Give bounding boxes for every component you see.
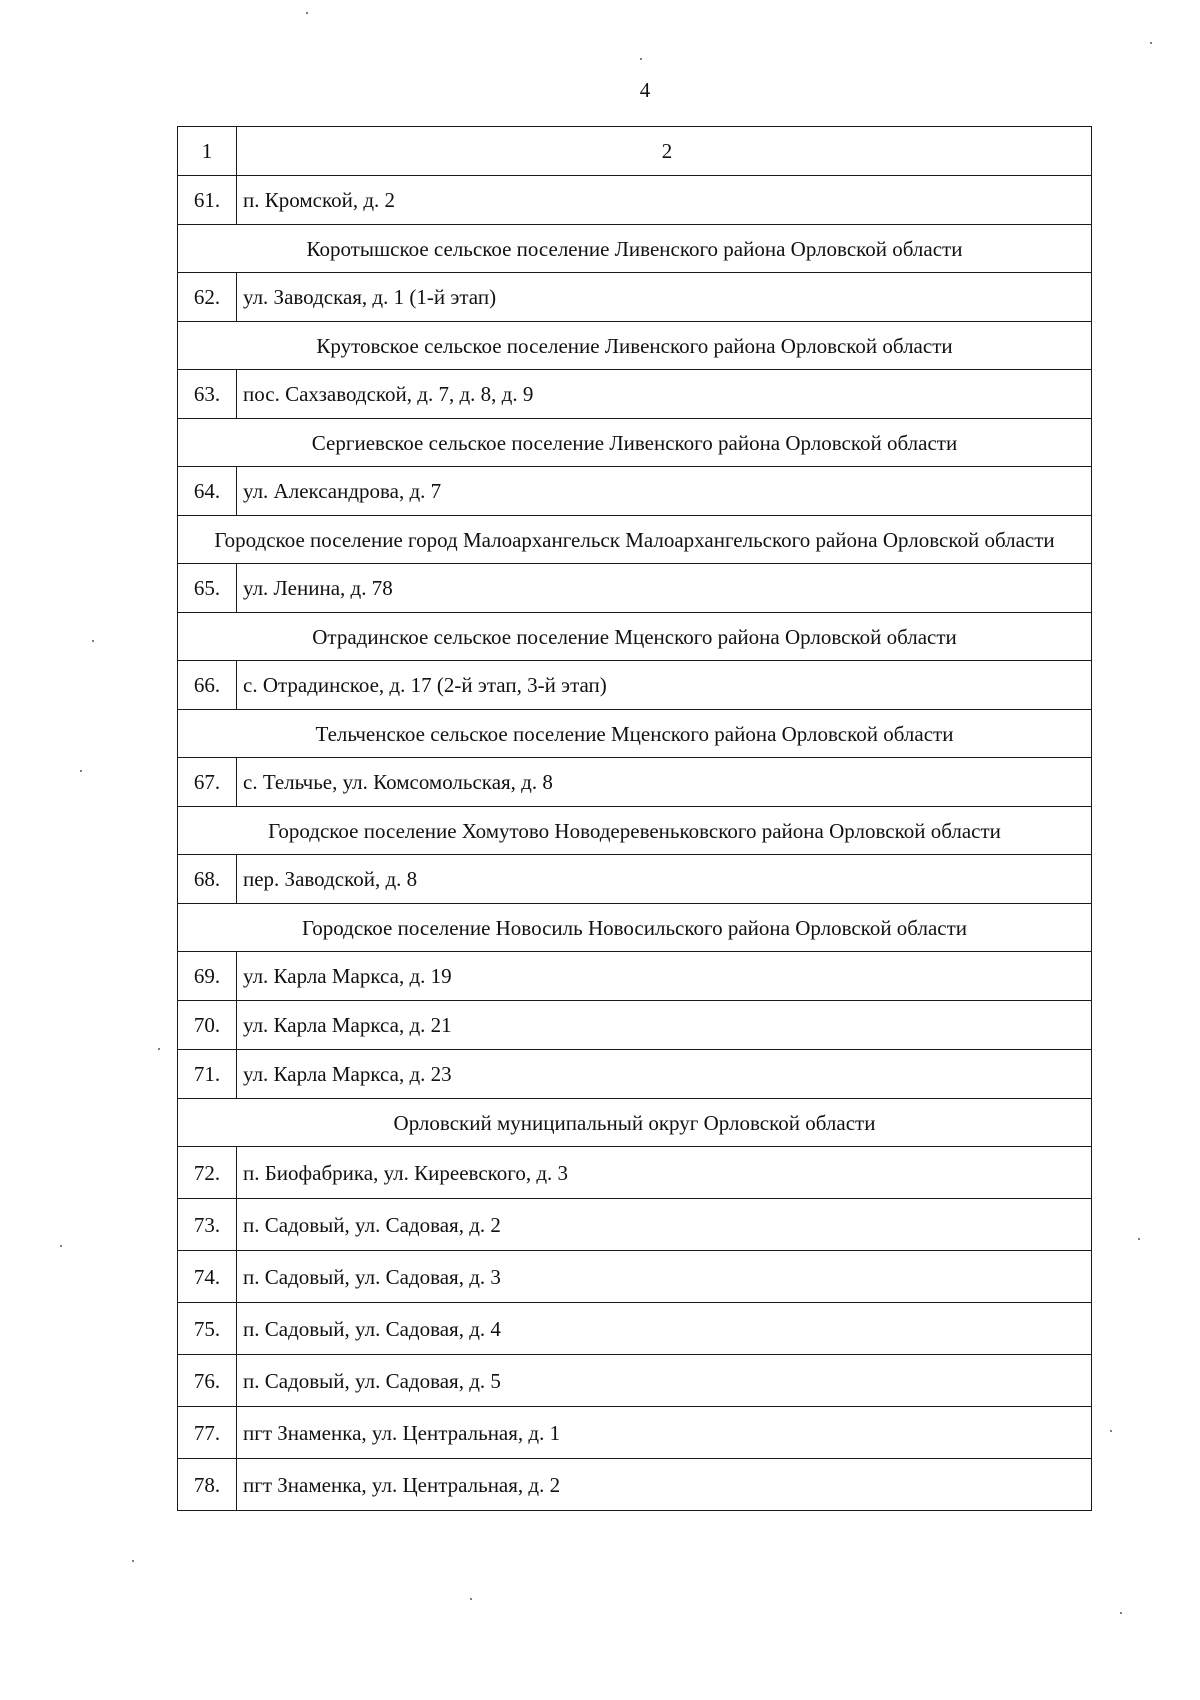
row-number: 73. [178, 1199, 237, 1251]
row-number: 72. [178, 1147, 237, 1199]
section-title: Отрадинское сельское поселение Мценского района Орловской области [178, 613, 1092, 661]
row-address: пгт Знаменка, ул. Центральная, д. 1 [237, 1407, 1092, 1459]
section-title: Городское поселение Хомутово Новодеревеньковского района Орловской области [178, 807, 1092, 855]
scan-dot [306, 12, 308, 14]
scan-dot [640, 58, 642, 60]
row-address: п. Садовый, ул. Садовая, д. 2 [237, 1199, 1092, 1251]
table-row [178, 1050, 1092, 1099]
row-address: п. Садовый, ул. Садовая, д. 5 [237, 1355, 1092, 1407]
row-number: 78. [178, 1459, 237, 1511]
table-row [178, 1407, 1092, 1459]
row-address: ул. Карла Маркса, д. 21 [237, 1001, 1092, 1050]
row-address: ул. Заводская, д. 1 (1-й этап) [237, 273, 1092, 322]
row-number: 69. [178, 952, 237, 1001]
table-body [178, 127, 1092, 1511]
row-number: 63. [178, 370, 237, 419]
section-row [178, 904, 1092, 952]
section-title: Крутовское сельское поселение Ливенского района Орловской области [178, 322, 1092, 370]
scan-dot [470, 1598, 472, 1600]
table-header-row [178, 127, 1092, 176]
table-row [178, 176, 1092, 225]
table-row [178, 758, 1092, 807]
page-number: 4 [639, 78, 651, 102]
row-address: ул. Карла Маркса, д. 19 [237, 952, 1092, 1001]
scan-dot [60, 1245, 62, 1247]
row-number: 77. [178, 1407, 237, 1459]
section-row [178, 419, 1092, 467]
table-row [178, 1355, 1092, 1407]
row-number: 62. [178, 273, 237, 322]
column-header-number: 1 [178, 127, 237, 176]
section-title: Городское поселение город Малоархангельск Малоархангельского района Орловской области [178, 516, 1092, 564]
scan-dot [1120, 1612, 1122, 1614]
row-number: 71. [178, 1050, 237, 1099]
row-address: п. Садовый, ул. Садовая, д. 3 [237, 1251, 1092, 1303]
section-title: Тельченское сельское поселение Мценского района Орловской области [178, 710, 1092, 758]
row-address: ул. Карла Маркса, д. 23 [237, 1050, 1092, 1099]
scan-dot [132, 1560, 134, 1562]
section-row [178, 225, 1092, 273]
section-title: Сергиевское сельское поселение Ливенского района Орловской области [178, 419, 1092, 467]
column-header-address: 2 [237, 127, 1092, 176]
table-row [178, 855, 1092, 904]
table-row [178, 1199, 1092, 1251]
row-number: 68. [178, 855, 237, 904]
row-address: с. Отрадинское, д. 17 (2-й этап, 3-й этап) [237, 661, 1092, 710]
section-row [178, 516, 1092, 564]
section-row [178, 322, 1092, 370]
row-number: 67. [178, 758, 237, 807]
table-row [178, 1147, 1092, 1199]
table-row [178, 1303, 1092, 1355]
row-address: п. Кромской, д. 2 [237, 176, 1092, 225]
table-row [178, 661, 1092, 710]
row-address: ул. Ленина, д. 78 [237, 564, 1092, 613]
row-number: 76. [178, 1355, 237, 1407]
table-row [178, 370, 1092, 419]
table-row [178, 1001, 1092, 1050]
scan-dot [1150, 42, 1152, 44]
scan-dot [158, 1048, 160, 1050]
table-row [178, 1251, 1092, 1303]
scan-dot [92, 640, 94, 642]
row-address: пос. Сахзаводской, д. 7, д. 8, д. 9 [237, 370, 1092, 419]
table-row [178, 273, 1092, 322]
section-row [178, 613, 1092, 661]
section-row [178, 710, 1092, 758]
section-row [178, 1099, 1092, 1147]
row-address: п. Садовый, ул. Садовая, д. 4 [237, 1303, 1092, 1355]
objects-table [177, 126, 1092, 1511]
row-number: 75. [178, 1303, 237, 1355]
table-row [178, 467, 1092, 516]
scan-dot [80, 770, 82, 772]
row-address: ул. Александрова, д. 7 [237, 467, 1092, 516]
scan-dot [1138, 1238, 1140, 1240]
row-address: пер. Заводской, д. 8 [237, 855, 1092, 904]
table-row [178, 1459, 1092, 1511]
section-title: Городское поселение Новосиль Новосильского района Орловской области [178, 904, 1092, 952]
row-number: 70. [178, 1001, 237, 1050]
section-title: Орловский муниципальный округ Орловской области [178, 1099, 1092, 1147]
section-title: Коротышское сельское поселение Ливенского района Орловской области [178, 225, 1092, 273]
row-number: 74. [178, 1251, 237, 1303]
row-address: п. Биофабрика, ул. Киреевского, д. 3 [237, 1147, 1092, 1199]
row-number: 65. [178, 564, 237, 613]
row-number: 66. [178, 661, 237, 710]
row-number: 64. [178, 467, 237, 516]
scan-dot [1110, 1430, 1112, 1432]
row-number: 61. [178, 176, 237, 225]
section-row [178, 807, 1092, 855]
row-address: пгт Знаменка, ул. Центральная, д. 2 [237, 1459, 1092, 1511]
table-row [178, 564, 1092, 613]
row-address: с. Тельчье, ул. Комсомольская, д. 8 [237, 758, 1092, 807]
table-row [178, 952, 1092, 1001]
